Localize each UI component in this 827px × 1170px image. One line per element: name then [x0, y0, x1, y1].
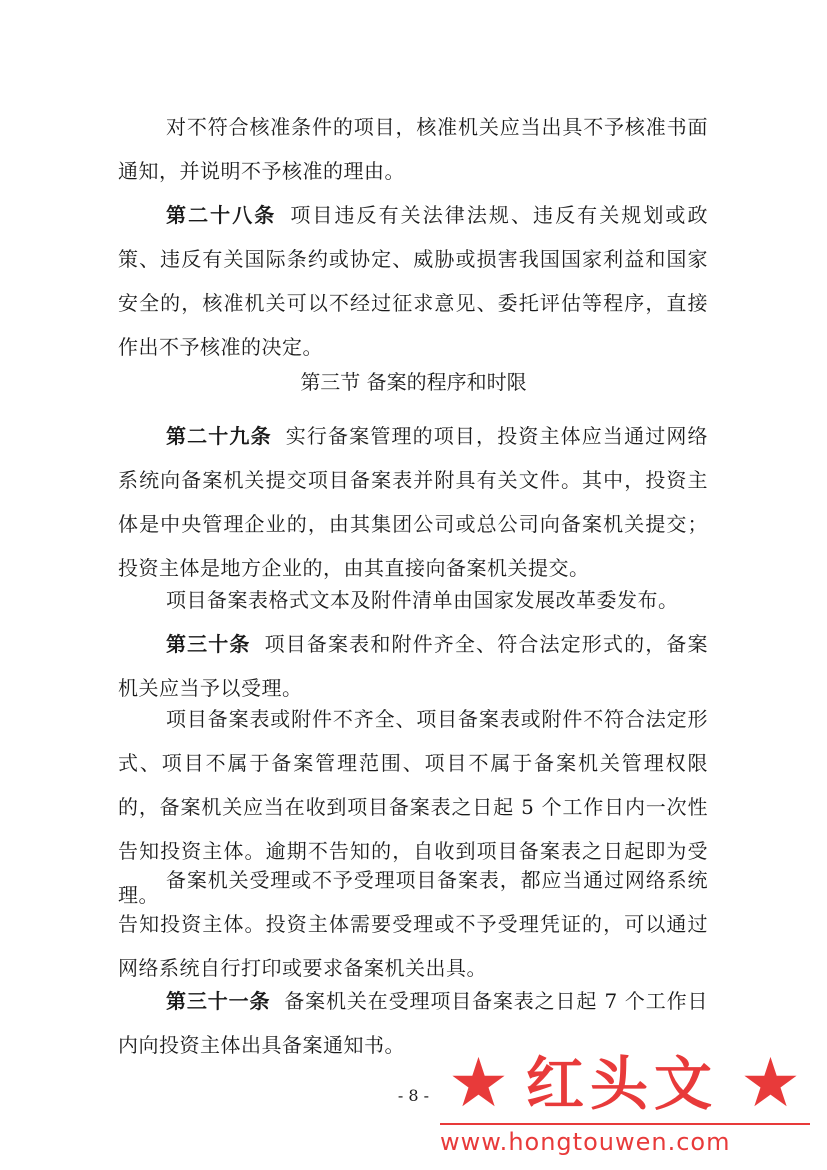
article-28: [118, 193, 708, 369]
page-number: - 8 -: [397, 1086, 430, 1105]
watermark-divider: [440, 1123, 810, 1125]
article-text: 项目备案表和附件齐全、符合法定形式的，备案机关应当予以受理。: [118, 632, 709, 700]
paragraph-7: 备案机关受理或不予受理项目备案表，都应当通过网络系统告知投资主体。投资主体需要受理或不予受理凭证的，可以通过网络系统自行打印或要求备案机关出具。: [118, 868, 708, 980]
article-heading: 第三十一条: [166, 989, 271, 1013]
article-text: 备案机关在受理项目备案表之日起 7 个工作日内向投资主体出具备案通知书。: [118, 989, 708, 1057]
paragraph-6: 项目备案表或附件不齐全、项目备案表或附件不符合法定形式、项目不属于备案管理范围、项目不属于备案机关管理权限的，备案机关应当在收到项目备案表之日起 5 个工作日内一次性告知投资主体。逾期不告知的，自收到项目备案表之日起即为受理。: [118, 707, 708, 907]
article-text: 项目违反有关法律法规、违反有关规划或政策、违反有关国际条约或协定、威胁或损害我国国家利益和国家安全的，核准机关可以不经过征求意见、委托评估等程序，直接作出不予核准的决定。: [118, 203, 709, 359]
watermark-text: 红头文: [526, 1050, 719, 1118]
article-heading: 第二十八条: [166, 203, 277, 227]
article-heading: 第三十条: [166, 632, 251, 656]
star-icon: ★: [740, 1044, 801, 1123]
watermark-logo: [448, 1044, 808, 1123]
watermark-url: www.hongtouwen.com: [440, 1128, 731, 1156]
article-heading: 第二十九条: [166, 424, 272, 448]
article-29: [118, 414, 708, 590]
paragraph-1: 对不符合核准条件的项目，核准机关应当出具不予核准书面通知，并说明不予核准的理由。: [118, 115, 708, 183]
star-icon: ★: [448, 1044, 509, 1123]
article-text: 实行备案管理的项目，投资主体应当通过网络系统向备案机关提交项目备案表并附具有关文件。其中，投资主体是中央管理企业的，由其集团公司或总公司向备案机关提交；投资主体是地方企业的，由其直接向备案机关提交。: [118, 424, 709, 580]
section-title: 第三节 备案的程序和时限: [300, 370, 527, 394]
paragraph-4: 项目备案表格式文本及附件清单由国家发展改革委发布。: [166, 588, 679, 612]
